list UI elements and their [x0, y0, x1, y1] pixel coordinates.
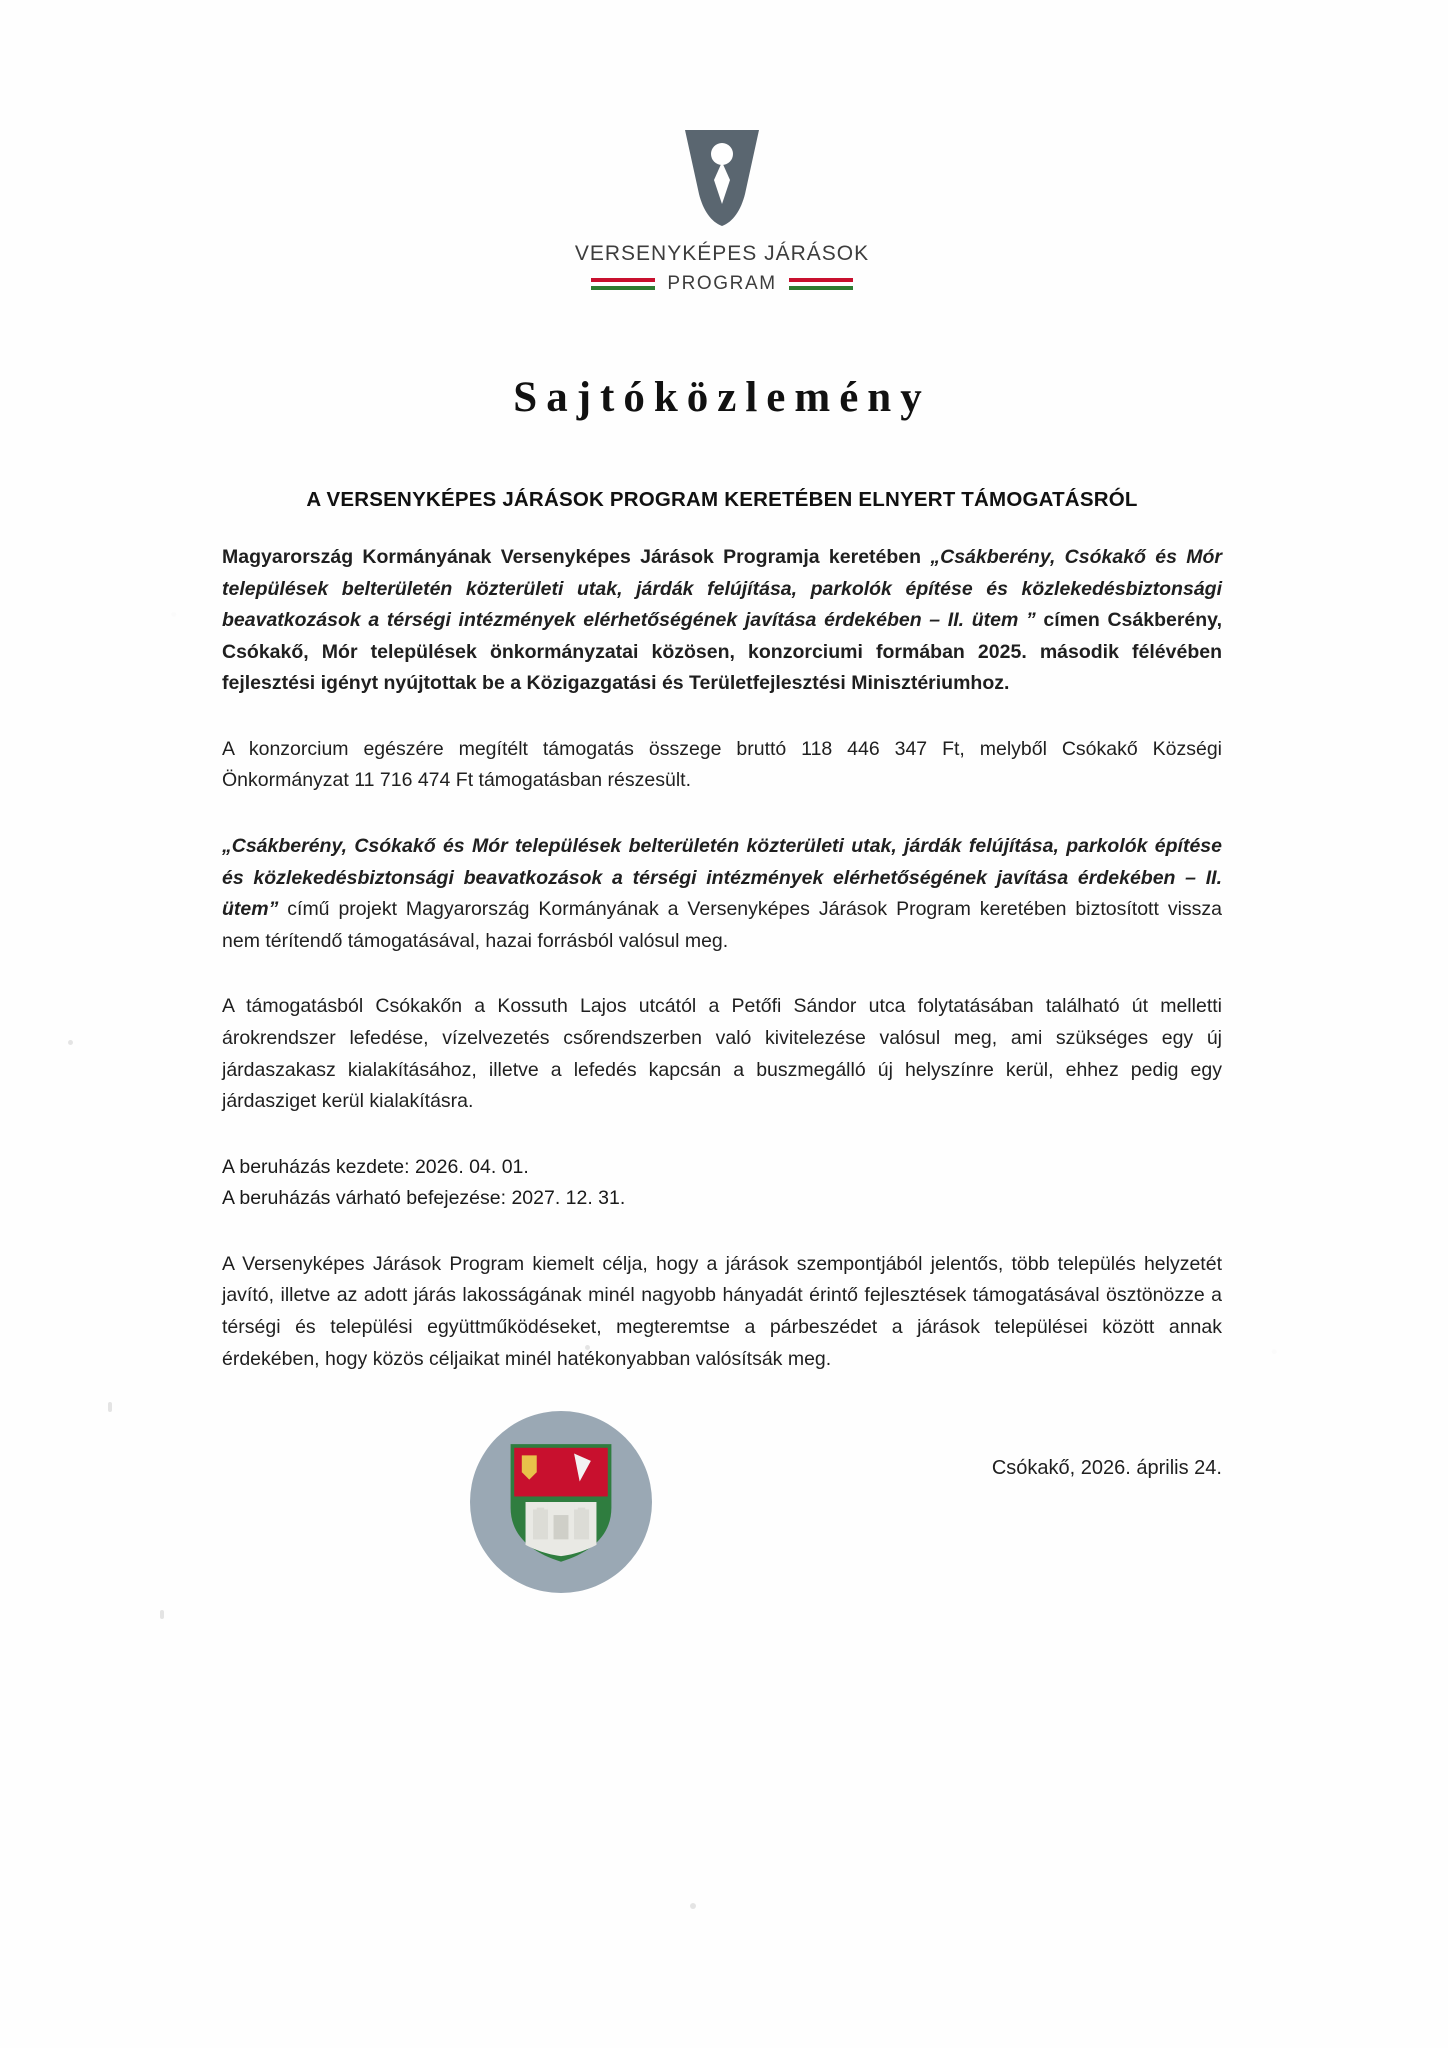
schedule-lines: [222, 1152, 1222, 1215]
document-subtitle: A VERSENYKÉPES JÁRÁSOK PROGRAM KERETÉBEN ELNYERT TÁMOGATÁSRÓL: [306, 488, 1138, 511]
scan-speck: [160, 1610, 164, 1619]
scan-speck: [108, 1402, 112, 1412]
hungarian-flag-icon-right: [789, 278, 853, 291]
logo-line-2: PROGRAM: [667, 273, 777, 294]
paragraph-3: [222, 831, 1222, 957]
paragraph-2: A konzorcium egészére megítélt támogatás összege bruttó 118 446 347 Ft, melyből Csókakő Községi Önkormányzat 11 716 474 Ft támogatásban részesült.: [222, 737, 1222, 792]
paragraph-4: A támogatásból Csókakőn a Kossuth Lajos utcától a Petőfi Sándor utca folytatásában található út melletti árokrendszer lefedése, vízelvezetés csőrendszerben való kivitelezése valósul meg, ami szükséges egy új járdaszakasz kialakításához, illetve a lefedés kapcsán a buszmegálló új helyszínre kerül, ehhez pedig egy járdasziget kerül kialakításra.: [222, 995, 1222, 1113]
project-end-line: A beruházás várható befejezése: 2027. 12. 31.: [222, 1187, 626, 1210]
logo-line-2-row: [591, 273, 852, 295]
paragraph-1: [222, 542, 1222, 700]
paragraph-1-part-c: címen Csákberény, Csókakő, Mór települések önkormányzatai közösen, konzorciumi formában 2025. második félévében fejlesztési igényt nyújtottak be a Közigazgatási és Területfejlesztési Minisztériumhoz.: [222, 609, 1222, 695]
paragraph-3-part-b: című projekt Magyarország Kormányának a Versenyképes Járások Program keretében biztosított vissza nem térítendő támogatásával, hazai forrásból valósul meg.: [222, 898, 1222, 952]
paragraph-1-project-name: „Csákberény, Csókakő és Mór települések belterületén közterületi utak, járdák felújítása, parkolók építése és közlekedésbiztonsági beavatkozások a térségi intézmények elérhetőségének javítása érdekében – II. ütem ”: [222, 546, 1223, 632]
project-start-line: A beruházás kezdete: 2026. 04. 01.: [222, 1155, 529, 1178]
hungarian-flag-icon-left: [591, 278, 655, 291]
document-footer: [222, 1409, 1222, 1629]
scan-speck: [68, 1040, 73, 1045]
paragraph-3-project-name: „Csákberény, Csókakő és Mór települések belterületén közterületi utak, járdák felújítása, parkolók építése és közlekedésbiztonsági beavatkozások a térségi intézmények elérhetőségének javítása érdekében – II. ütem”: [222, 835, 1222, 921]
scan-speck: [690, 1903, 696, 1909]
paragraph-1-part-a: Magyarország Kormányának Versenyképes Járások Programja keretében: [222, 546, 931, 568]
csokako-coat-of-arms-icon: [470, 1411, 652, 1593]
logo-line-1: VERSENYKÉPES JÁRÁSOK: [574, 242, 870, 265]
place-and-date: Csókakő, 2026. április 24.: [991, 1457, 1222, 1480]
document-content: [222, 0, 1222, 1629]
page-title: Sajtóközlemény: [513, 374, 931, 421]
versenykepes-jarasok-pin-icon: [679, 128, 765, 228]
program-logo: [222, 128, 1222, 295]
paragraph-6: A Versenyképes Járások Program kiemelt célja, hogy a járások szempontjából jelentős, több település helyzetét javító, illetve az adott járás lakosságának minél nagyobb hányadát érintő fejlesztések támogatásával ösztönözze a térségi és települési együttműködéseket, megteremtse a párbeszédet a járások települései között annak érdekében, hogy közös céljaikat minél hatékonyabban valósítsák meg.: [222, 1252, 1222, 1370]
